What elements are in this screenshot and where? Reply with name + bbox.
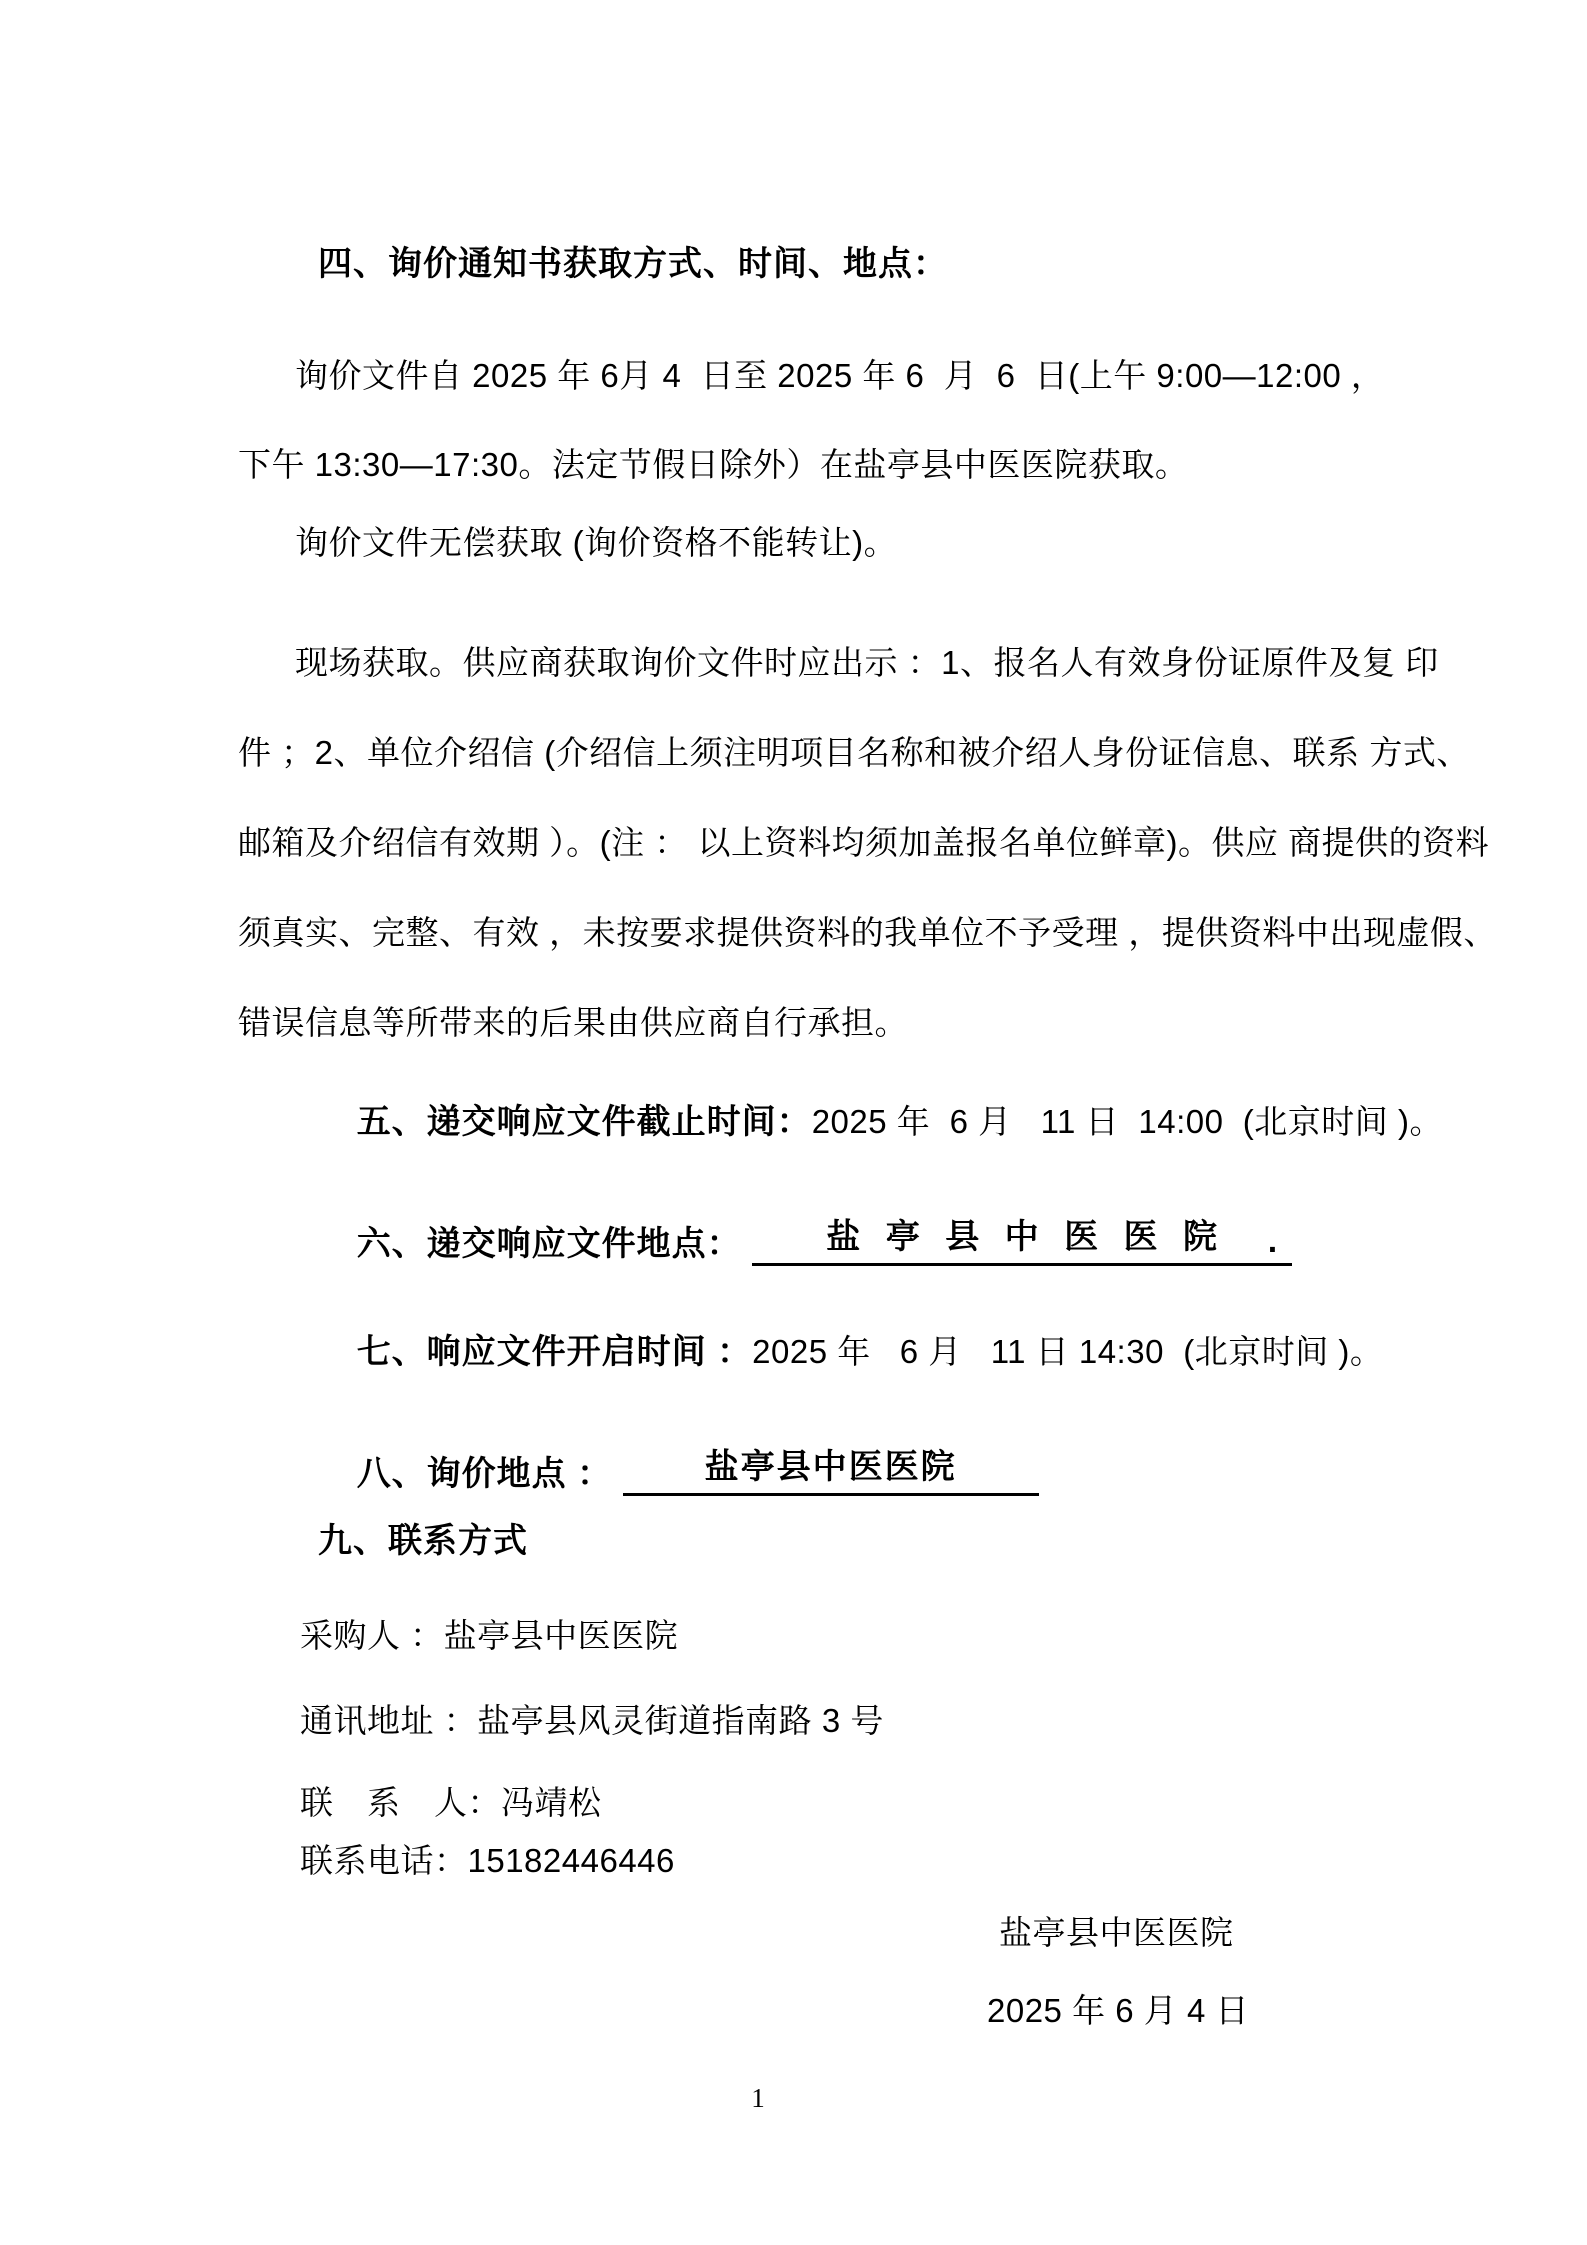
para-3-line-3: 邮箱及介绍信有效期 ）。(注 ： 以上资料均须加盖报名单位鲜章)。供应 商提供的资料 xyxy=(238,824,1490,861)
section-6-blank-value: 盐 亭 县 中 医 医 院 xyxy=(826,1218,1218,1257)
section-7-heading xyxy=(318,1290,1383,1415)
signature-org: 盐亭县中医医院 xyxy=(999,1914,1234,1951)
section-7-label: 七、响应文件开启时间 ： xyxy=(356,1333,753,1372)
para-3-line-1: 现场获取。供应商获取询价文件时应出示 ：1、报名人有效身份证原件及复 印 xyxy=(295,644,1439,681)
section-4-heading: 四、询价通知书获取方式、时间、地点： xyxy=(318,245,948,283)
section-8-label: 八、询价地点 ： xyxy=(356,1455,623,1494)
section-5-heading xyxy=(318,1060,1443,1185)
para-3-line-4: 须真实、完整、有效 ，未按要求提供资料的我单位不予受理 ，提供资料中出现虚假、 xyxy=(238,914,1497,951)
section-8-heading xyxy=(318,1405,1039,1537)
section-6-label: 六、递交响应文件地点： xyxy=(356,1225,753,1264)
para-1-line-1: 询价文件自 2025 年 6月 4 日至 2025 年 6 月 6 日(上午 9:00—12:00 ， xyxy=(295,357,1385,394)
para-2-line-1: 询价文件无偿获取 (询价资格不能转让)。 xyxy=(295,524,898,561)
section-6-blank-line xyxy=(752,1216,1292,1266)
section-6-period: . xyxy=(1267,1222,1279,1261)
section-8-blank-value: 盐亭县中医医院 xyxy=(704,1448,957,1487)
contact-phone: 联系电话：15182446446 xyxy=(300,1842,675,1879)
section-8-blank-line xyxy=(623,1446,1039,1496)
page-number: 1 xyxy=(751,2083,765,2113)
para-3-line-5: 错误信息等所带来的后果由供应商自行承担。 xyxy=(238,1004,908,1041)
contact-buyer: 采购人 ：盐亭县中医医院 xyxy=(300,1617,679,1654)
signature-date: 2025 年 6 月 4 日 xyxy=(987,1992,1249,2029)
section-6-heading xyxy=(318,1175,1292,1307)
contact-address: 通讯地址 ：盐亭县风灵街道指南路 3 号 xyxy=(300,1702,884,1739)
section-5-label: 五、递交响应文件截止时间： xyxy=(356,1103,812,1142)
para-1-line-2: 下午 13:30—17:30。法定节假日除外）在盐亭县中医医院获取。 xyxy=(238,446,1189,483)
section-9-heading: 九、联系方式 xyxy=(318,1522,528,1560)
section-5-value: 2025 年 6 月 11 日 14:00 (北京时间 )。 xyxy=(811,1103,1443,1141)
para-3-line-2: 件 ；2、单位介绍信 (介绍信上须注明项目名称和被介绍人身份证信息、联系 方式、 xyxy=(238,734,1470,771)
contact-person: 联 系 人：冯靖松 xyxy=(300,1784,602,1821)
section-7-value: 2025 年 6 月 11 日 14:30 (北京时间 )。 xyxy=(752,1333,1384,1371)
